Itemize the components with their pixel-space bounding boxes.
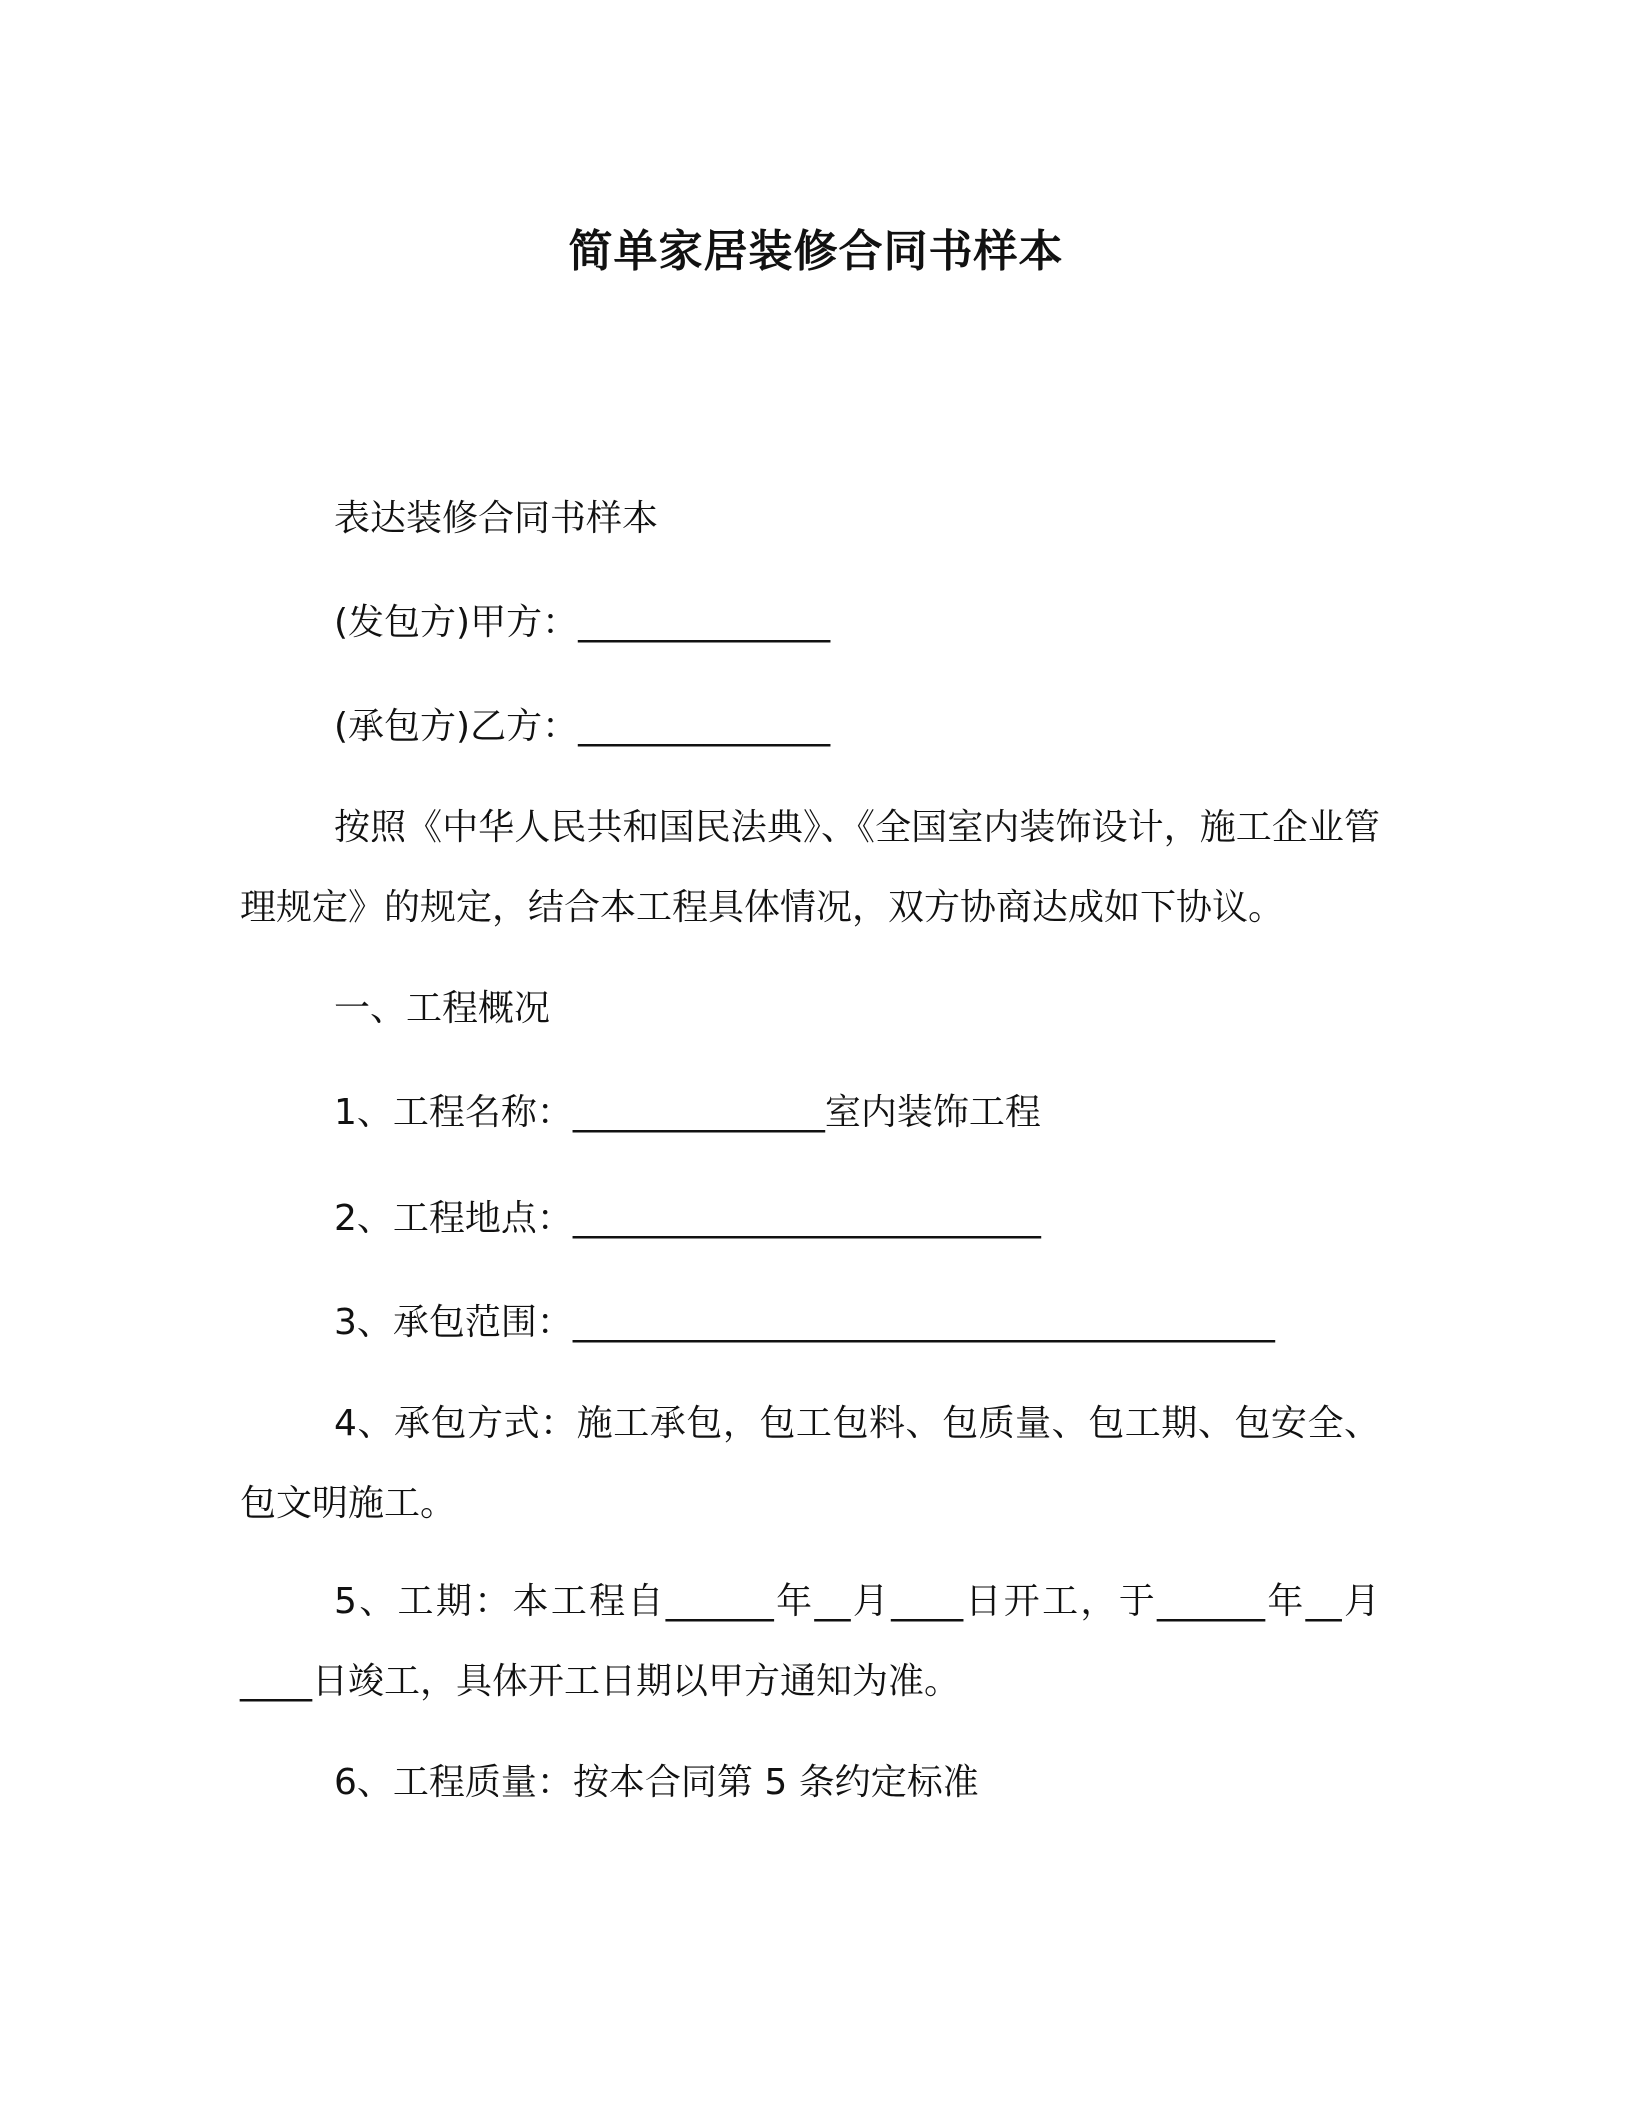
party-a-line: (发包方)甲方：______________ [334, 602, 831, 643]
party-b-line: (承包方)乙方：______________ [334, 706, 831, 747]
item-contract-scope: 3、承包范围：_______________________________________ [334, 1302, 1275, 1343]
item-schedule: 5、工期：本工程自______年__月____日开工，于______年__月____日竣工，具体开工日期以甲方通知为准。 [240, 1581, 1380, 1702]
item-project-name: 1、工程名称：______________室内装饰工程 [334, 1092, 1041, 1133]
item-project-location: 2、工程地点：__________________________ [334, 1198, 1041, 1239]
intro-paragraph: 按照《中华人民共和国民法典》、《全国室内装饰设计，施工企业管理规定》的规定，结合本工程具体情况，双方协商达成如下协议。 [240, 807, 1380, 928]
document-subtitle: 表达装修合同书样本 [334, 498, 659, 539]
section-heading-overview: 一、工程概况 [334, 988, 551, 1029]
item-quality: 6、工程质量：按本合同第 5 条约定标准 [334, 1762, 979, 1803]
document-title: 简单家居装修合同书样本 [568, 226, 1064, 277]
item-contract-method: 4、承包方式：施工承包，包工包料、包质量、包工期、包安全、包文明施工。 [240, 1403, 1380, 1524]
